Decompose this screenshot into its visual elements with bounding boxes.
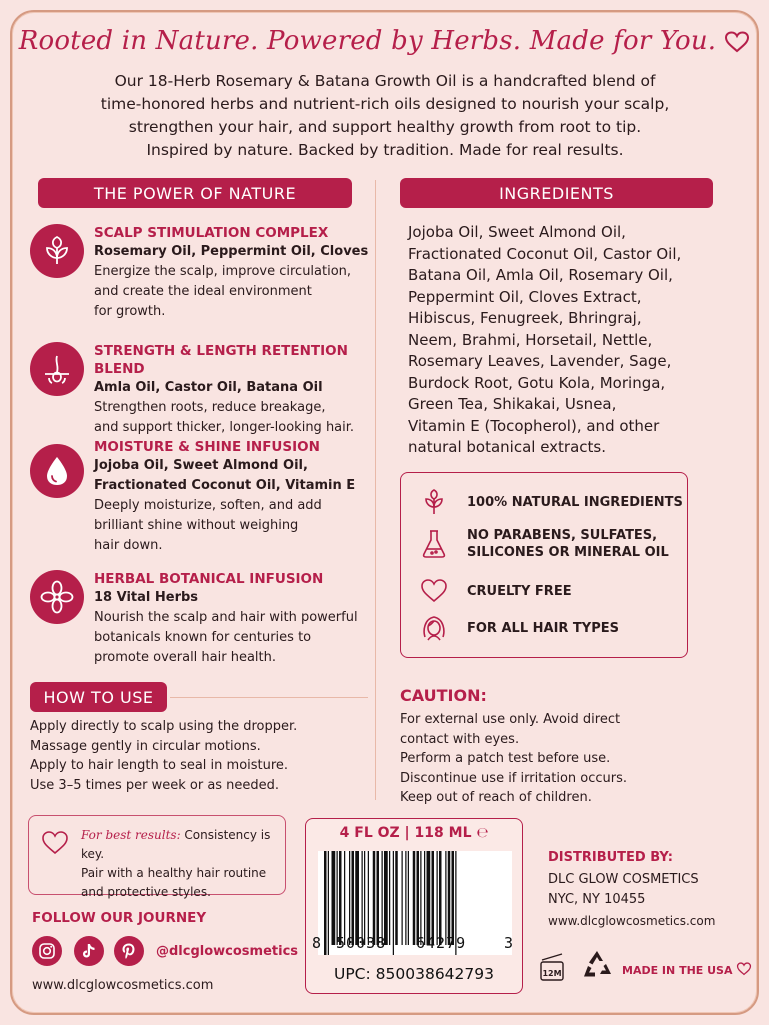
barcode-bar [405, 851, 406, 945]
barcode-bar [408, 851, 409, 945]
barcode-bar [364, 851, 365, 945]
ingredients-line: Batana Oil, Amla Oil, Rosemary Oil, [408, 266, 673, 284]
barcode-bar [349, 851, 350, 945]
barcode-digit-group: 3 [504, 934, 514, 952]
social-handle[interactable]: @dlcglowcosmetics [156, 944, 299, 959]
claim-no-parabens [419, 527, 669, 561]
ingredients-line: Green Tea, Shikakai, Usnea, [408, 395, 617, 413]
feature-desc-line: hair down. [94, 538, 163, 553]
feature-desc-line: and support thicker, longer-looking hair. [94, 420, 355, 435]
column-divider [375, 180, 376, 800]
ingredients-line: Neem, Brahmi, Horsetail, Nettle, [408, 330, 653, 349]
best-results-first-line [81, 826, 281, 864]
feature-strength-retention [30, 342, 370, 435]
ingredients-line: Peppermint Oil, Cloves Extract, [408, 287, 642, 306]
feature-desc-line: Energize the scalp, improve circulation, [94, 264, 352, 279]
hair-follicle-icon [30, 342, 84, 396]
ingredients-heading: INGREDIENTS [400, 178, 713, 208]
power-heading: THE POWER OF NATURE [38, 178, 352, 208]
barcode-bar [384, 851, 388, 945]
barcode-bar [389, 851, 390, 945]
follow-heading: FOLLOW OUR JOURNEY [32, 910, 207, 926]
ingredients-line: natural botanical extracts. [408, 438, 606, 456]
howto-rule [170, 697, 368, 698]
feature-desc-line: and create the ideal environment [94, 284, 312, 299]
tagline [0, 26, 769, 60]
feature-desc-line: Nourish the scalp and hair with powerful [94, 610, 358, 625]
website-link[interactable]: www.dlcglowcosmetics.com [32, 978, 214, 993]
best-results-line: Pair with a healthy hair routine [81, 866, 267, 880]
best-results-rest: Consistency is key. [81, 828, 271, 861]
barcode-bar [395, 851, 398, 945]
claim-text: 100% NATURAL INGREDIENTS [467, 494, 683, 510]
made-in-usa [622, 962, 752, 979]
ingredients-line: Hibiscus, Fenugreek, Bhringraj, [408, 309, 642, 327]
distributed-heading: DISTRIBUTED BY: [548, 850, 673, 865]
howto-step: Massage gently in circular motions. [30, 738, 261, 754]
feature-title: HERBAL BOTANICAL INFUSION [94, 571, 324, 587]
barcode-bar [332, 851, 336, 945]
heart-icon [724, 30, 750, 60]
recycle-icon [580, 948, 614, 982]
barcode-digits [310, 934, 520, 956]
feature-herbal-infusion [30, 570, 370, 670]
howto-list [30, 717, 350, 795]
ingredients-line: Rosemary Leaves, Lavender, Sage, [408, 352, 672, 370]
company-website[interactable]: www.dlcglowcosmetics.com [548, 914, 716, 928]
barcode-bar [420, 851, 421, 945]
ingredients-line: Jojoba Oil, Sweet Almond Oil, [408, 223, 626, 241]
howto-step: Apply directly to scalp using the dropper. [30, 719, 298, 734]
intro-paragraph [60, 70, 710, 162]
ingredients-line: Vitamin E (Tocopherol), and other [408, 416, 660, 435]
barcode-bar [377, 851, 380, 945]
barcode-bar [452, 851, 455, 945]
feature-title: MOISTURE & SHINE INFUSION [94, 439, 320, 455]
barcode-bar [339, 851, 342, 945]
feature-desc-line: botanicals known for centuries to [94, 630, 312, 645]
ingredients-line: Burdock Root, Gotu Kola, Moringa, [408, 373, 666, 392]
barcode-bar [437, 851, 438, 945]
claim-text: NO PARABENS, SULFATES, [467, 528, 658, 543]
barcode-bar [368, 851, 369, 945]
caution-line: contact with eyes. [400, 731, 520, 747]
tagline-text: Rooted in Nature. Powered by Herbs. Made for You. [18, 26, 717, 56]
heart-icon [419, 576, 449, 606]
pinterest-icon[interactable] [114, 936, 144, 966]
barcode-bar [417, 851, 420, 945]
woman-face-icon [419, 613, 449, 643]
intro-line: time-honored herbs and nutrient-rich oils designed to nourish your scalp, [100, 95, 670, 113]
feature-desc-line: Deeply moisturize, soften, and add [94, 498, 322, 513]
barcode-bar [352, 851, 355, 945]
claim-text: CRUELTY FREE [467, 583, 572, 599]
feature-title: STRENGTH & LENGTH RETENTION BLEND [94, 343, 348, 377]
barcode-bar [413, 851, 416, 945]
best-results-line: and protective styles. [81, 885, 211, 899]
barcode-bar [362, 851, 363, 945]
feature-ingredients: Rosemary Oil, Peppermint Oil, Cloves [94, 244, 369, 259]
open-jar-icon [538, 950, 566, 984]
instagram-icon[interactable] [32, 936, 62, 966]
flower-icon [30, 570, 84, 624]
barcode-bar [439, 851, 442, 945]
howto-step: Use 3–5 times per week or as needed. [30, 777, 280, 793]
plant-icon [419, 487, 449, 517]
feature-scalp-stimulation [30, 224, 370, 324]
best-results-lead: For best results: [81, 828, 181, 842]
feature-ingredients: Fractionated Coconut Oil, Vitamin E [94, 478, 356, 493]
best-results-box [28, 815, 286, 899]
barcode-digit-group: 8 [312, 934, 322, 952]
howto-step: Apply to hair length to seal in moisture. [30, 758, 289, 773]
feature-ingredients: Jojoba Oil, Sweet Almond Oil, [94, 458, 308, 473]
tiktok-icon[interactable] [74, 936, 104, 966]
howto-heading: HOW TO USE [30, 682, 167, 712]
feature-ingredients: 18 Vital Herbs [94, 590, 199, 605]
barcode-bar [382, 851, 383, 945]
barcode-bar [448, 851, 451, 945]
barcode-digit-group: 50038 [336, 934, 387, 952]
caution-line: Keep out of reach of children. [400, 790, 592, 805]
feature-ingredients: Amla Oil, Castor Oil, Batana Oil [94, 380, 323, 395]
ingredients-line: Fractionated Coconut Oil, Castor Oil, [408, 244, 682, 263]
heart-icon [736, 962, 752, 979]
barcode-bar [402, 851, 403, 945]
barcode-box [305, 818, 523, 994]
pao-label: 12M [542, 969, 562, 978]
made-in-text: MADE IN THE USA [622, 964, 733, 977]
feature-desc-line: brilliant shine without weighing [94, 518, 299, 533]
claim-cruelty-free [419, 576, 572, 606]
company-city: NYC, NY 10455 [548, 892, 646, 907]
claims-box [400, 472, 688, 658]
claim-all-hair-types [419, 613, 619, 643]
feature-desc-line: promote overall hair health. [94, 650, 276, 665]
barcode-bar [355, 851, 359, 945]
upc-number: UPC: 850038642793 [333, 965, 494, 983]
ingredients-list [408, 222, 708, 459]
barcode-bar [427, 851, 431, 945]
caution-line: Perform a patch test before use. [400, 751, 611, 766]
feature-moisture-shine [30, 438, 370, 558]
caution-heading: CAUTION: [400, 686, 487, 705]
intro-line: Our 18-Herb Rosemary & Batana Growth Oil is a handcrafted blend of [114, 72, 656, 90]
barcode-bar [424, 851, 425, 945]
feature-desc-line: for growth. [94, 304, 166, 319]
flask-icon [419, 529, 449, 559]
net-volume: 4 FL OZ | 118 ML ℮ [339, 825, 489, 841]
barcode-bar [337, 851, 338, 945]
intro-line: strengthen your hair, and support healthy growth from root to tip. [128, 118, 642, 136]
barcode-bar [373, 851, 376, 945]
feature-title: SCALP STIMULATION COMPLEX [94, 225, 329, 241]
barcode-digit-group: 64279 [416, 934, 467, 952]
barcode-bar [344, 851, 345, 945]
leaves-icon [30, 224, 84, 278]
caution-list [400, 710, 700, 808]
claim-text: SILICONES OR MINERAL OIL [467, 545, 669, 560]
caution-line: For external use only. Avoid direct [400, 712, 621, 727]
barcode-bar [432, 851, 435, 945]
claim-natural [419, 487, 683, 517]
feature-desc-line: Strengthen roots, reduce breakage, [94, 400, 326, 415]
company-name: DLC GLOW COSMETICS [548, 872, 699, 887]
claim-text: FOR ALL HAIR TYPES [467, 620, 619, 636]
intro-line: Inspired by nature. Backed by tradition. Made for real results. [146, 141, 624, 159]
heart-icon [41, 830, 69, 860]
caution-line: Discontinue use if irritation occurs. [400, 770, 628, 786]
droplet-icon [30, 444, 84, 498]
barcode-bar [445, 851, 446, 945]
